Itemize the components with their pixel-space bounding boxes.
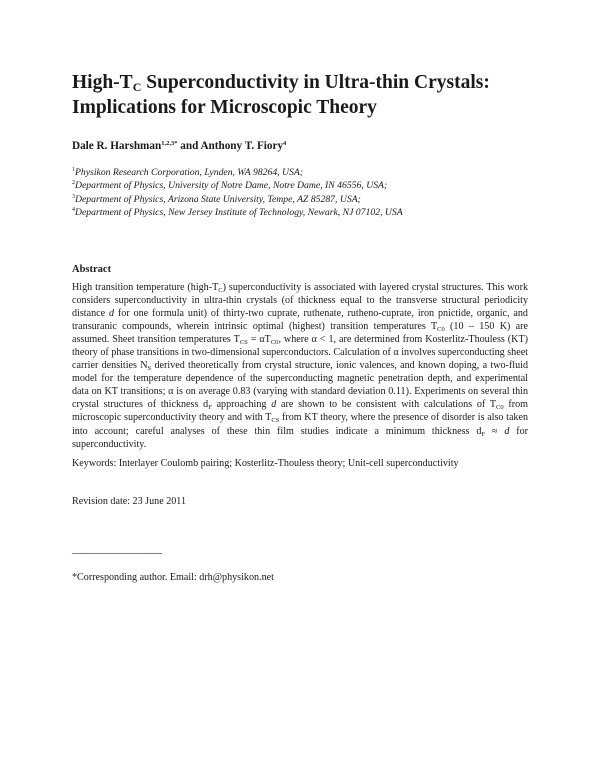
author-name: Dale R. Harshman	[72, 140, 162, 152]
title-text: High-T	[72, 72, 133, 93]
abstract-heading: Abstract	[72, 264, 112, 275]
author-affiliation-marks: 1,2,3*	[161, 140, 178, 147]
title-line-2: Implications for Microscopic Theory	[72, 97, 377, 118]
affiliation	[72, 166, 542, 179]
corresponding-author-footnote: *Corresponding author. Email: drh@physikon.net	[72, 572, 274, 583]
abstract-body: High transition temperature $(high-T_C)$ superconductivity is associated with layered crystal structures. This work considers superconductivity in ultra-thin crystals (of thickness equal to the transverse structural periodicity distance d for one formula unit) of thirty-two cuprate, ruthenate, rutheno-cuprate, iron pnictide, organic, and transuranic compounds, wherein intrinsic optimal (highest) transition temperatures $T_{C0}$ (10 – 150 K) are assumed. Sheet transition temperatures $T_{CS} = \alpha T_{C0}$, where α < 1, are determined from Kosterlitz-Thouless (KT) theory of phase transitions in two-dimensional superconductors. Calculation of α involves superconducting sheet carrier densities $N_S$ derived theoretically from crystal structure, ionic valences, and known doping, a two-fluid model for the temperature dependence of the superconducting magnetic penetration depth, and experimental data on KT transitions; α is on average 0.83 (varying with standard deviation 0.11). Experiments on several thin crystal structures of thickness $d_F$ approaching d are shown to be consistent with calculations of $T_{C0}$ from microscopic superconductivity theory and with $T_{CS}$ from KT theory, where the presence of disorder is also taken into account; careful analyses of these thin film studies indicate a minimum thickness $d_F \approx d$ for superconductivity.	[72, 282, 529, 450]
affiliation	[72, 193, 542, 206]
affiliation-mark: 1	[72, 167, 75, 173]
affiliation-mark: 2	[72, 180, 75, 187]
affiliation-text: Physikon Research Corporation, Lynden, WA 98264, USA;	[75, 167, 304, 178]
keywords: Keywords: Interlayer Coulomb pairing; Kosterlitz-Thouless theory; Unit-cell superconductivity	[72, 458, 459, 469]
author-name: Anthony T. Fiory	[200, 140, 284, 152]
affiliation-mark: 3	[72, 193, 75, 200]
affiliation	[72, 206, 542, 219]
title-text: Superconductivity in Ultra-thin Crystals:	[141, 72, 490, 93]
author-affiliation-marks: 4	[283, 140, 287, 147]
title-subscript: C	[132, 80, 142, 94]
footnote-rule: ______________________	[72, 544, 162, 555]
affiliation-text: Department of Physics, Arizona State University, Tempe, AZ 85287, USA;	[75, 193, 361, 205]
author-joiner: and	[177, 140, 201, 152]
affiliation-text: Department of Physics, New Jersey Institute of Technology, Newark, NJ 07102, USA	[75, 206, 403, 218]
affiliation-mark: 4	[72, 206, 75, 213]
affiliation	[72, 179, 542, 192]
affiliation-text: Department of Physics, University of Notre Dame, Notre Dame, IN 46556, USA;	[75, 180, 388, 192]
paper-title	[72, 70, 542, 120]
revision-date: Revision date: 23 June 2011	[72, 496, 187, 507]
author-list	[72, 140, 542, 152]
affiliation-list	[72, 166, 542, 219]
